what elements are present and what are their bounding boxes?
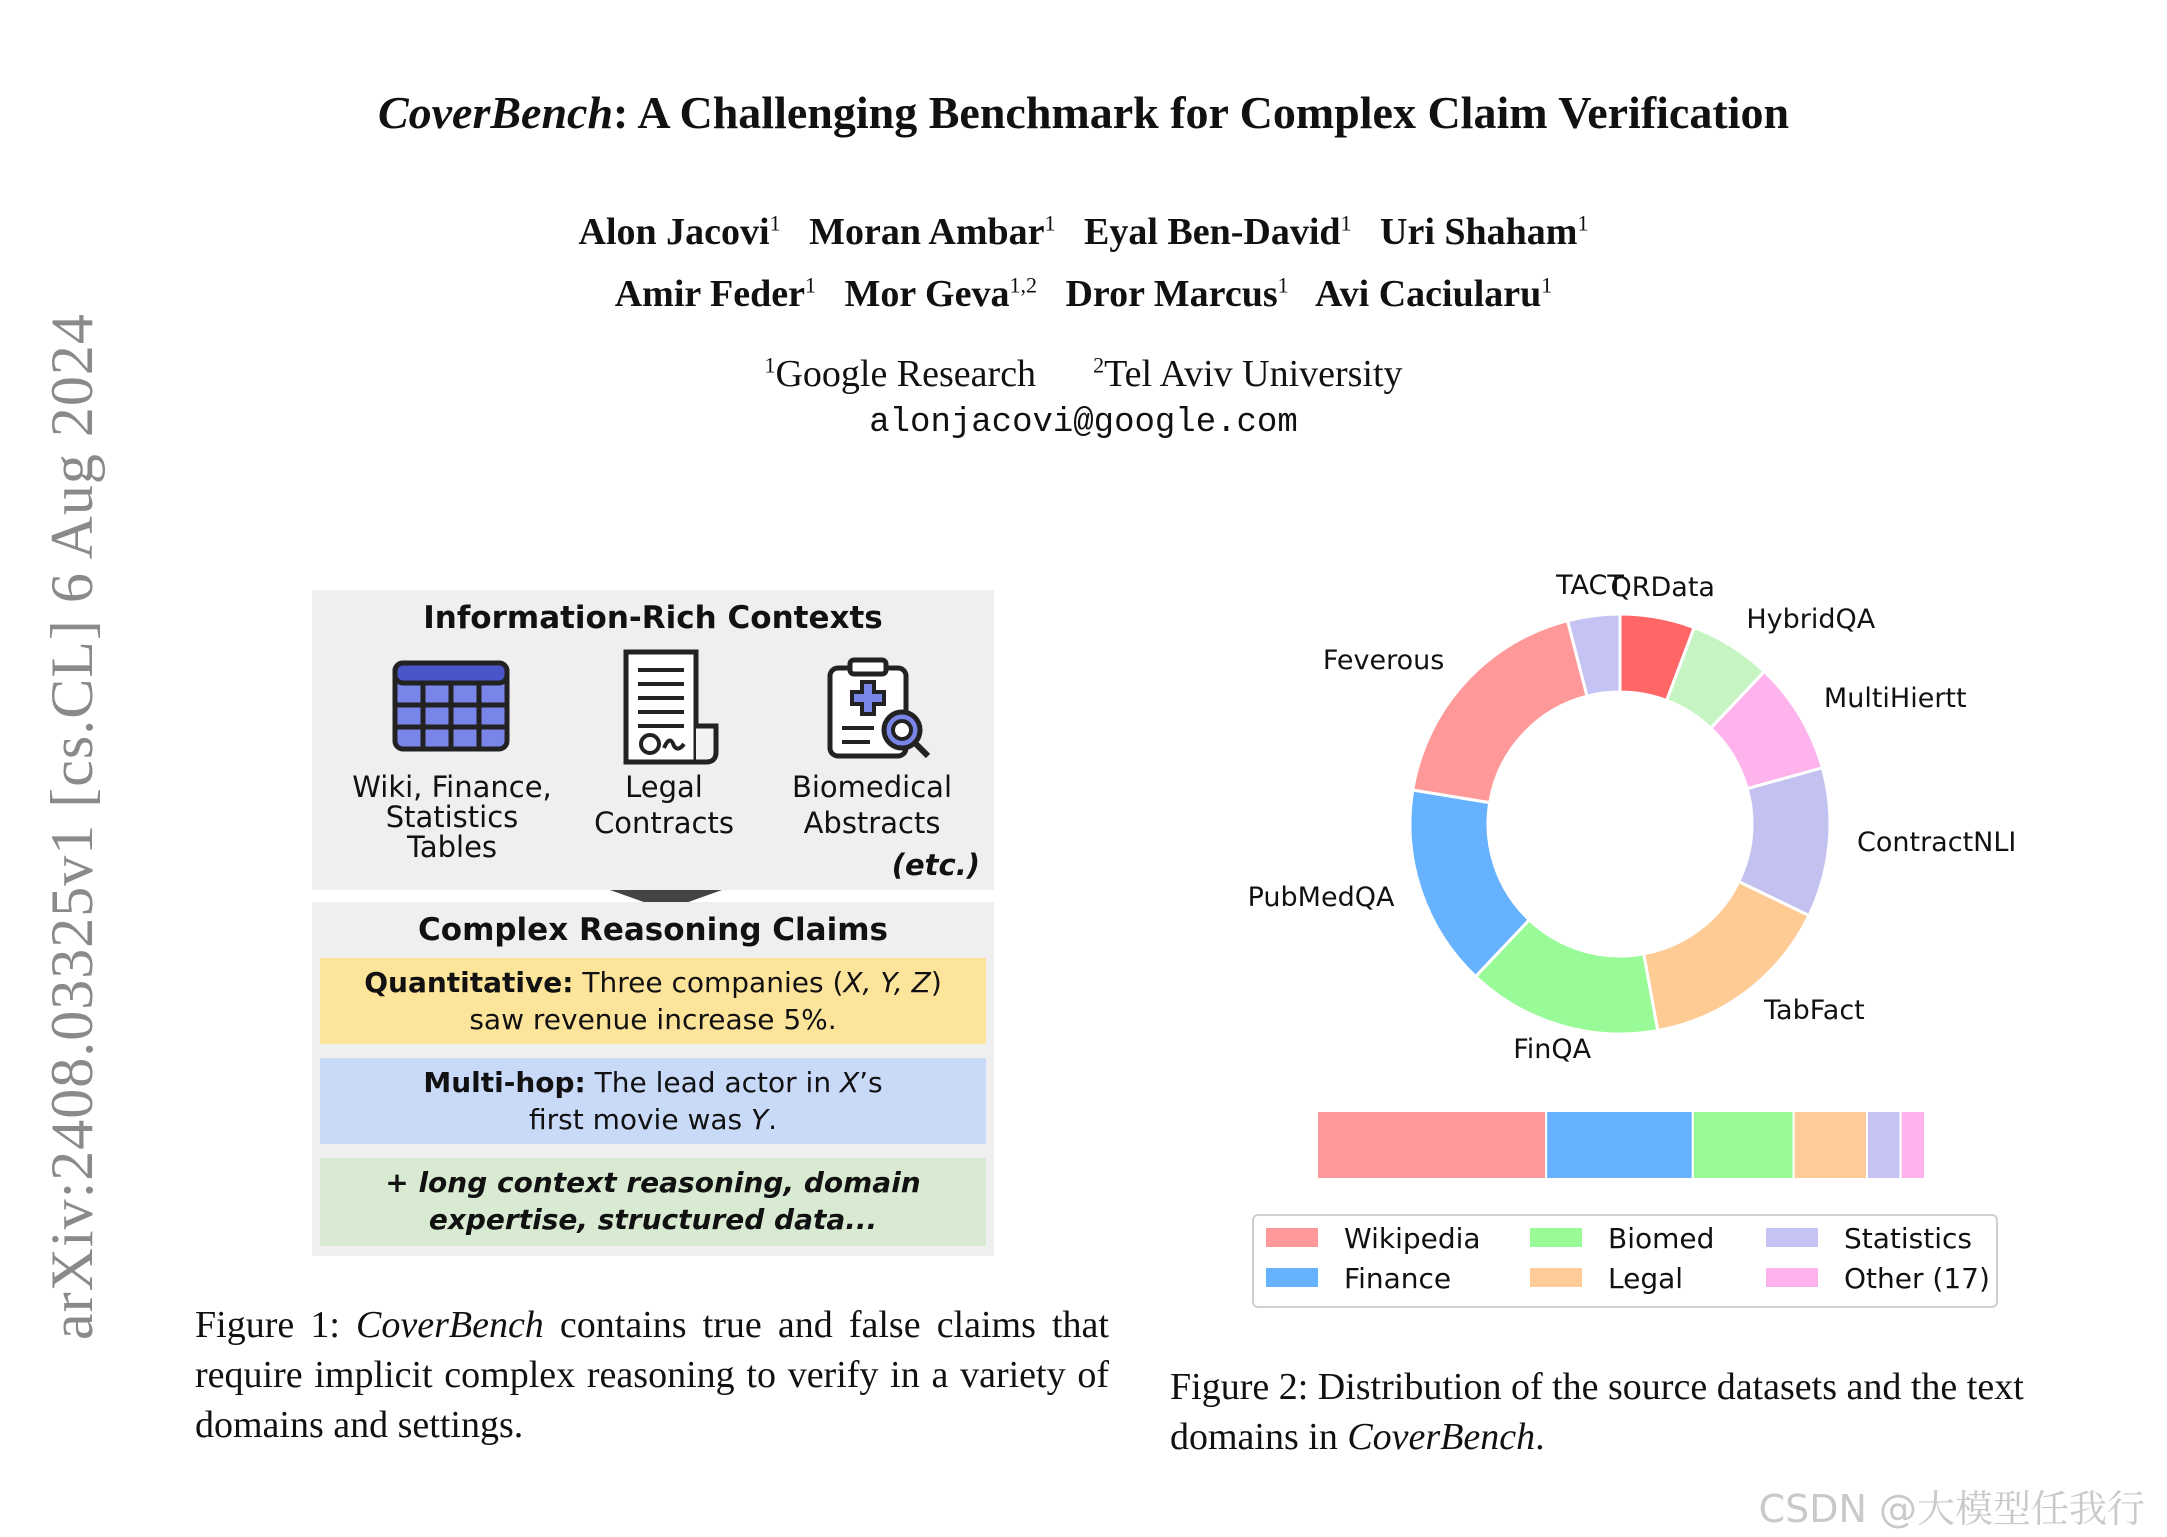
figure-1: [312, 590, 994, 1258]
legend-swatch: [1266, 1228, 1318, 1247]
author: Uri Shaham$^1$: [1380, 210, 1589, 253]
donut-label-hybridqa: HybridQA: [1746, 604, 1876, 636]
bar-segment-finance: [1546, 1111, 1693, 1179]
watermark: CSDN @大模型任我行: [1758, 1487, 2145, 1531]
contexts-header: Information-Rich Contexts: [423, 600, 883, 636]
legend-item-statistics: Statistics: [1766, 1222, 1972, 1255]
donut-label-finqa: FinQA: [1513, 1034, 1592, 1066]
bar-segment-legal: [1794, 1111, 1867, 1179]
donut-label-contractnli: ContractNLI: [1857, 827, 2017, 859]
medical-clipboard-icon: [824, 656, 936, 760]
donut-label-tabfact: TabFact: [1764, 995, 1865, 1027]
affiliations: $^1$Google Research $^2$Tel Aviv University: [764, 352, 1403, 395]
bar-segment-statistics: [1867, 1111, 1901, 1179]
legend-item-finance: Finance: [1266, 1262, 1451, 1295]
donut-label-qrdata: QRData: [1610, 571, 1715, 603]
claims-header: Complex Reasoning Claims: [418, 912, 888, 948]
chart-legend: [1252, 1214, 1998, 1308]
legend-swatch: [1766, 1268, 1818, 1287]
author: Moran Ambar$^1$: [809, 210, 1056, 253]
bar-segment-other: [1901, 1111, 1925, 1179]
authors-line-2: [0, 272, 2167, 316]
etc-label: (etc.): [891, 848, 980, 882]
figure-2-caption: Figure 2: Distribution of the source datasets and the text domains in CoverBench.: [1170, 1366, 2024, 1458]
legend-swatch: [1530, 1228, 1582, 1247]
legend-swatch: [1530, 1268, 1582, 1287]
author: Avi Caciularu$^1$: [1315, 272, 1553, 315]
claims-panel: [312, 902, 994, 1256]
bar-segment-biomed: [1693, 1111, 1794, 1179]
title-rest: : A Challenging Benchmark for Complex Claim Verification: [613, 87, 1790, 138]
legend-swatch: [1266, 1268, 1318, 1287]
donut-label-feverous: Feverous: [1322, 645, 1445, 677]
donut-label-tact: TACT: [1556, 569, 1624, 601]
donut-label-pubmedqa: PubMedQA: [1247, 881, 1395, 913]
author: Eyal Ben-David$^1$: [1083, 210, 1352, 253]
context-label-biomedical: Biomedical Abstracts: [791, 770, 953, 840]
author: Alon Jacovi$^1$: [578, 210, 781, 253]
author-email: alonjacovi@google.com: [869, 404, 1298, 442]
author: Mor Geva$^{1,2}$: [844, 272, 1037, 315]
contexts-panel: [312, 590, 994, 890]
donut-label-multihiertt: MultiHiertt: [1823, 683, 1967, 715]
affiliation: Google Research: [775, 353, 1037, 395]
legal-document-icon: [620, 648, 724, 766]
legend-item-biomed: Biomed: [1530, 1222, 1714, 1255]
paper-title: [0, 86, 2167, 139]
affiliation: Tel Aviv University: [1104, 353, 1403, 395]
arxiv-stamp: arXiv:2408.03325v1 [cs.CL] 6 Aug 2024: [39, 313, 105, 1340]
bar-segment-wikipedia: [1317, 1111, 1546, 1179]
table-icon: [392, 660, 510, 752]
author: Amir Feder$^1$: [614, 272, 816, 315]
legend-swatch: [1766, 1228, 1818, 1247]
legend-item-other: Other (17): [1766, 1262, 1990, 1295]
legend-item-legal: Legal: [1530, 1262, 1683, 1295]
claim-quantitative: Quantitative: Three companies (X, Y, Z) saw revenue increase 5%.: [320, 958, 986, 1044]
title-italic: CoverBench: [377, 87, 614, 138]
author: Dror Marcus$^1$: [1065, 272, 1289, 315]
claim-multi-hop: Multi-hop: The lead actor in X’s first movie was Y.: [320, 1058, 986, 1144]
stacked-bar-chart: [1316, 1110, 1928, 1180]
authors-line-1: [0, 210, 2167, 254]
context-label-legal: Legal Contracts: [594, 770, 734, 840]
legend-item-wikipedia: Wikipedia: [1266, 1222, 1481, 1255]
context-label-tables: Wiki, Finance, Statistics Tables: [352, 770, 552, 864]
donut-chart: [1200, 560, 2100, 1080]
figure-1-caption: Figure 1: CoverBench contains true and false claims that require implicit complex reasoning to verify in a variety of domains and settings.: [195, 1304, 1109, 1446]
claim-other: + long context reasoning, domain expertise, structured data...: [320, 1158, 986, 1246]
